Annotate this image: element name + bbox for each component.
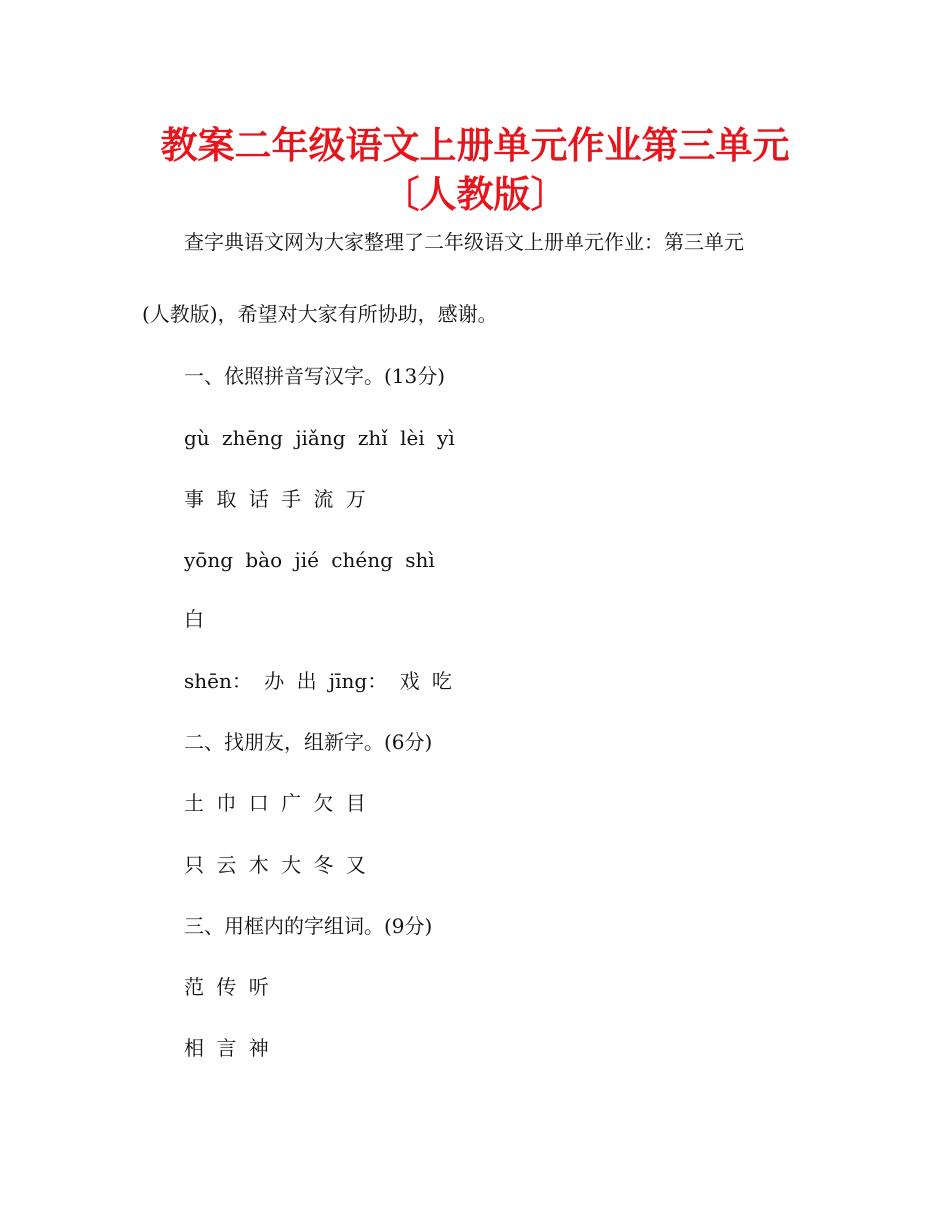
section1-pinyin-row1: gù zhēng jiǎng zhǐ lèi yì <box>184 426 455 450</box>
section1-chars-row2: 白 <box>184 607 204 631</box>
section3-row2: 相 言 神 <box>184 1036 269 1060</box>
section2-heading: 二、找朋友，组新字。(6分) <box>184 730 433 754</box>
section1-heading: 一、依照拼音写汉字。(13分) <box>184 364 446 388</box>
section1-pinyin-row2: yōng bào jié chéng shì <box>184 548 435 572</box>
document-title-line1: 教案二年级语文上册单元作业第三单元 <box>160 124 790 167</box>
section3-row1: 范 传 听 <box>184 975 269 999</box>
section2-row2: 只 云 木 大 冬 又 <box>184 853 366 877</box>
document-title-line2: 〔人教版〕 <box>382 173 568 216</box>
intro-paragraph-line1: 查字典语文网为大家整理了二年级语文上册单元作业：第三单元 <box>184 230 744 254</box>
intro-paragraph-line2: (人教版)，希望对大家有所协助，感谢。 <box>142 302 498 326</box>
section2-row1: 土 巾 口 广 欠 目 <box>184 791 366 815</box>
section3-heading: 三、用框内的字组词。(9分) <box>184 914 433 938</box>
section1-row3: shēn： 办 出 jīng： 戏 吃 <box>184 669 452 693</box>
section1-chars-row1: 事 取 话 手 流 万 <box>184 487 366 511</box>
